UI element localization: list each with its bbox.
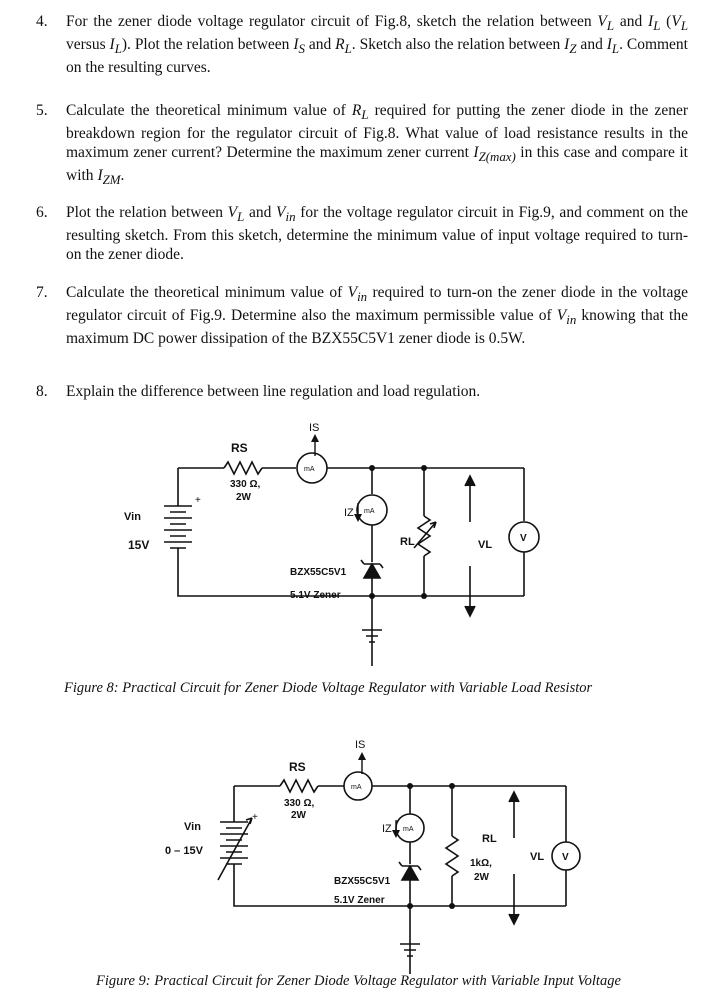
question-number: 7.: [36, 284, 48, 301]
vin-label: Vin: [124, 511, 141, 523]
plus-sign: +: [252, 812, 258, 823]
rs-label: RS: [289, 760, 306, 774]
ammeter-label: mA: [304, 466, 315, 473]
rl-value: 1kΩ,: [470, 858, 492, 869]
ammeter-label: mA: [403, 826, 414, 833]
voltmeter-label: V: [520, 533, 527, 544]
rs-power: 2W: [236, 492, 251, 503]
rl-label: RL: [482, 833, 497, 845]
rs-power: 2W: [291, 810, 306, 821]
ammeter-label: mA: [364, 508, 375, 515]
battery: [220, 822, 248, 864]
zener-part: BZX55C5V1: [290, 567, 347, 578]
is-label: IS: [355, 739, 366, 751]
question-text: Plot the relation between $V_L$ and $V_{in}$ for the voltage regulator circuit in Fig.9, and comment on the resulting sketch. From this sketch, determine the minimum value of input voltage required to turn-on the zener diode.: [66, 204, 688, 264]
vl-label: VL: [530, 851, 545, 863]
zener-part: BZX55C5V1: [334, 876, 391, 887]
question-number: 4.: [36, 13, 48, 30]
question-text: Calculate the theoretical minimum value of $V_{in}$ required to turn-on the zener diode in the voltage regulator circuit of Fig.9. Determine also the maximum permissible value of $V_{in}$ knowing that the maximum DC power dissipation of the BZX55C5V1 zener diode is 0.5W.: [66, 284, 688, 348]
junction-dot: [407, 903, 413, 909]
vin-value: 0 – 15V: [165, 845, 203, 857]
figure-8-caption: Figure 8: Practical Circuit for Zener Diode Voltage Regulator with Variable Load Resistor: [64, 680, 593, 696]
iz-label: IZ: [344, 507, 354, 519]
junction-dot: [449, 903, 455, 909]
rl-power: 2W: [474, 872, 489, 883]
question-text: Explain the difference between line regulation and load regulation.: [66, 383, 481, 400]
zener-diode: [402, 866, 418, 880]
junction-dot: [407, 783, 413, 789]
ammeter-label: mA: [351, 784, 362, 791]
is-label: IS: [309, 422, 320, 434]
question-number: 8.: [36, 383, 48, 400]
figure-9-caption: Figure 9: Practical Circuit for Zener Diode Voltage Regulator with Variable Input Voltage: [96, 973, 621, 989]
question-text: Calculate the theoretical minimum value of $R_L$ required for putting the zener diode in the zener breakdown region for the regulator circuit of Fig.8. What value of load resistance results in the maximum zener current? Determine the maximum zener current $I_{Z(max)}$ in this case and compare it with $I_{ZM}$.: [66, 102, 688, 188]
zener-desc: 5.1V Zener: [334, 895, 385, 906]
wire: [234, 864, 566, 906]
resistor-rs: [280, 780, 318, 792]
rl-label: RL: [400, 536, 415, 548]
question-text: For the zener diode voltage regulator circuit of Fig.8, sketch the relation between $V_L$ and $I_L$ ($V_L$ versus $I_L$). Plot the relation between $I_S$ and $R_L$. Sketch also the relation between $I_Z$ and $I_L$. Comment on the resulting curves.: [66, 13, 688, 77]
junction-dot: [449, 783, 455, 789]
question-number: 5.: [36, 102, 48, 119]
rs-value: 330 Ω,: [230, 479, 261, 490]
vin-label: Vin: [184, 821, 201, 833]
vl-label: VL: [478, 539, 493, 551]
iz-label: IZ: [382, 823, 392, 835]
zener-desc: 5.1V Zener: [290, 590, 341, 601]
rs-label: RS: [231, 441, 248, 455]
rs-value: 330 Ω,: [284, 798, 315, 809]
is-arrow-head: [358, 752, 366, 760]
voltmeter-label: V: [562, 852, 569, 863]
vl-arrow-head-up: [509, 792, 519, 802]
vin-value: 15V: [128, 538, 150, 552]
vl-arrow-head-down: [509, 914, 519, 924]
plus-sign: +: [195, 495, 201, 506]
question-number: 6.: [36, 204, 48, 221]
resistor-rl: [446, 836, 458, 876]
